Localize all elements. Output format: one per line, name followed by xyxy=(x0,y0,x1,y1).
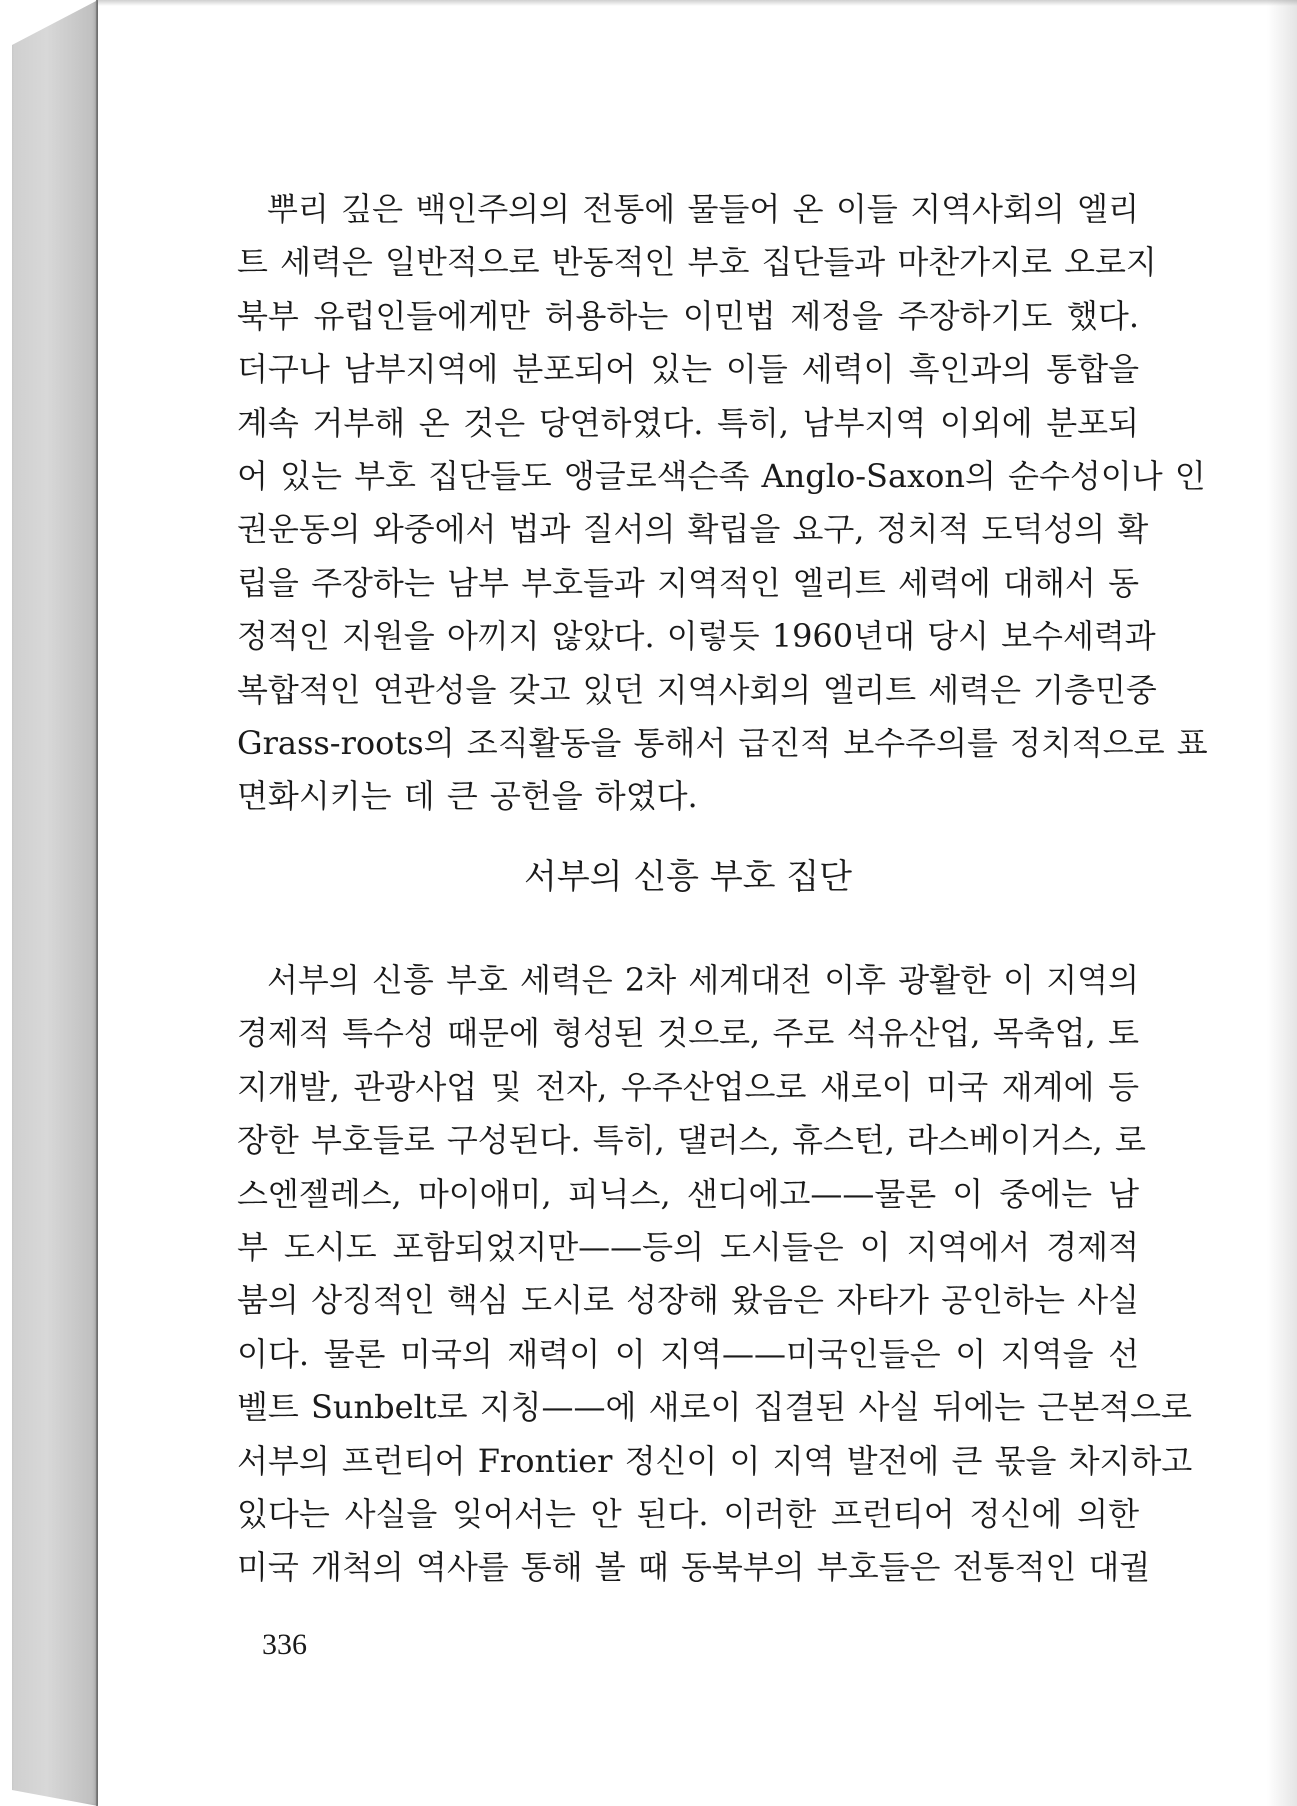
paragraph-2-line: 부 도시도 포함되었지만——등의 도시들은 이 지역에서 경제적 xyxy=(237,1227,1139,1266)
paragraph-1-line: Grass-roots의 조직활동을 통해서 급진적 보수주의를 정치적으로 표 xyxy=(237,723,1208,762)
paragraph-2-line: 서부의 프런티어 Frontier 정신이 이 지역 발전에 큰 몫을 차지하고 xyxy=(237,1441,1193,1480)
page-number: 336 xyxy=(262,1628,307,1661)
paragraph-2-line: 이다. 물론 미국의 재력이 이 지역——미국인들은 이 지역을 선 xyxy=(237,1334,1139,1373)
paragraph-1-line: 면화시키는 데 큰 공헌을 하였다. xyxy=(237,777,698,816)
paragraph-2-line: 경제적 특수성 때문에 형성된 것으로, 주로 석유산업, 목축업, 토 xyxy=(237,1014,1139,1053)
paragraph-1-line: 뿌리 깊은 백인주의의 전통에 물들어 온 이들 지역사회의 엘리 xyxy=(267,190,1139,228)
paragraph-2-line: 서부의 신흥 부호 세력은 2차 세계대전 이후 광활한 이 지역의 xyxy=(267,961,1139,999)
paragraph-1-line: 계속 거부해 온 것은 당연하였다. 특히, 남부지역 이외에 분포되 xyxy=(237,403,1139,442)
paragraph-1-line: 권운동의 와중에서 법과 질서의 확립을 요구, 정치적 도덕성의 확 xyxy=(237,510,1149,549)
page-top-shadow xyxy=(98,0,1297,6)
paragraph-2-line: 미국 개척의 역사를 통해 볼 때 동북부의 부호들은 전통적인 대궐 xyxy=(237,1548,1151,1587)
paragraph-1-line: 정적인 지원을 아끼지 않았다. 이렇듯 1960년대 당시 보수세력과 xyxy=(237,617,1156,656)
paragraph-1-line: 립을 주장하는 남부 부호들과 지역적인 엘리트 세력에 대해서 동 xyxy=(237,563,1139,602)
paragraph-2 xyxy=(237,954,1193,1595)
paragraph-2-line: 있다는 사실을 잊어서는 안 된다. 이러한 프런티어 정신에 의한 xyxy=(237,1494,1139,1533)
paragraph-1-line: 어 있는 부호 집단들도 앵글로색슨족 Anglo-Saxon의 순수성이나 인 xyxy=(237,456,1206,495)
paragraph-1 xyxy=(237,183,1208,824)
paragraph-2-line: 장한 부호들로 구성된다. 특히, 댈러스, 휴스턴, 라스베이거스, 로 xyxy=(237,1121,1146,1160)
paragraph-1-line: 복합적인 연관성을 갖고 있던 지역사회의 엘리트 세력은 기층민중 xyxy=(237,670,1157,709)
paragraph-2-line: 벨트 Sunbelt로 지칭——에 새로이 집결된 사실 뒤에는 근본적으로 xyxy=(237,1388,1192,1427)
paragraph-2-line: 지개발, 관광사업 및 전자, 우주산업으로 새로이 미국 재계에 등 xyxy=(237,1067,1139,1106)
paragraph-1-line: 트 세력은 일반적으로 반동적인 부호 집단들과 마찬가지로 오로지 xyxy=(237,243,1157,282)
paragraph-1-line: 북부 유럽인들에게만 허용하는 이민법 제정을 주장하기도 했다. xyxy=(237,296,1139,335)
page-edge-shadow xyxy=(1267,0,1297,1806)
paragraph-2-line: 붐의 상징적인 핵심 도시로 성장해 왔음은 자타가 공인하는 사실 xyxy=(237,1281,1139,1320)
section-heading: 서부의 신흥 부호 집단 xyxy=(523,857,853,897)
paragraph-2-line: 스엔젤레스, 마이애미, 피닉스, 샌디에고——물론 이 중에는 남 xyxy=(237,1174,1139,1213)
book-spine xyxy=(12,0,98,1806)
paragraph-1-line: 더구나 남부지역에 분포되어 있는 이들 세력이 흑인과의 통합을 xyxy=(237,350,1139,389)
